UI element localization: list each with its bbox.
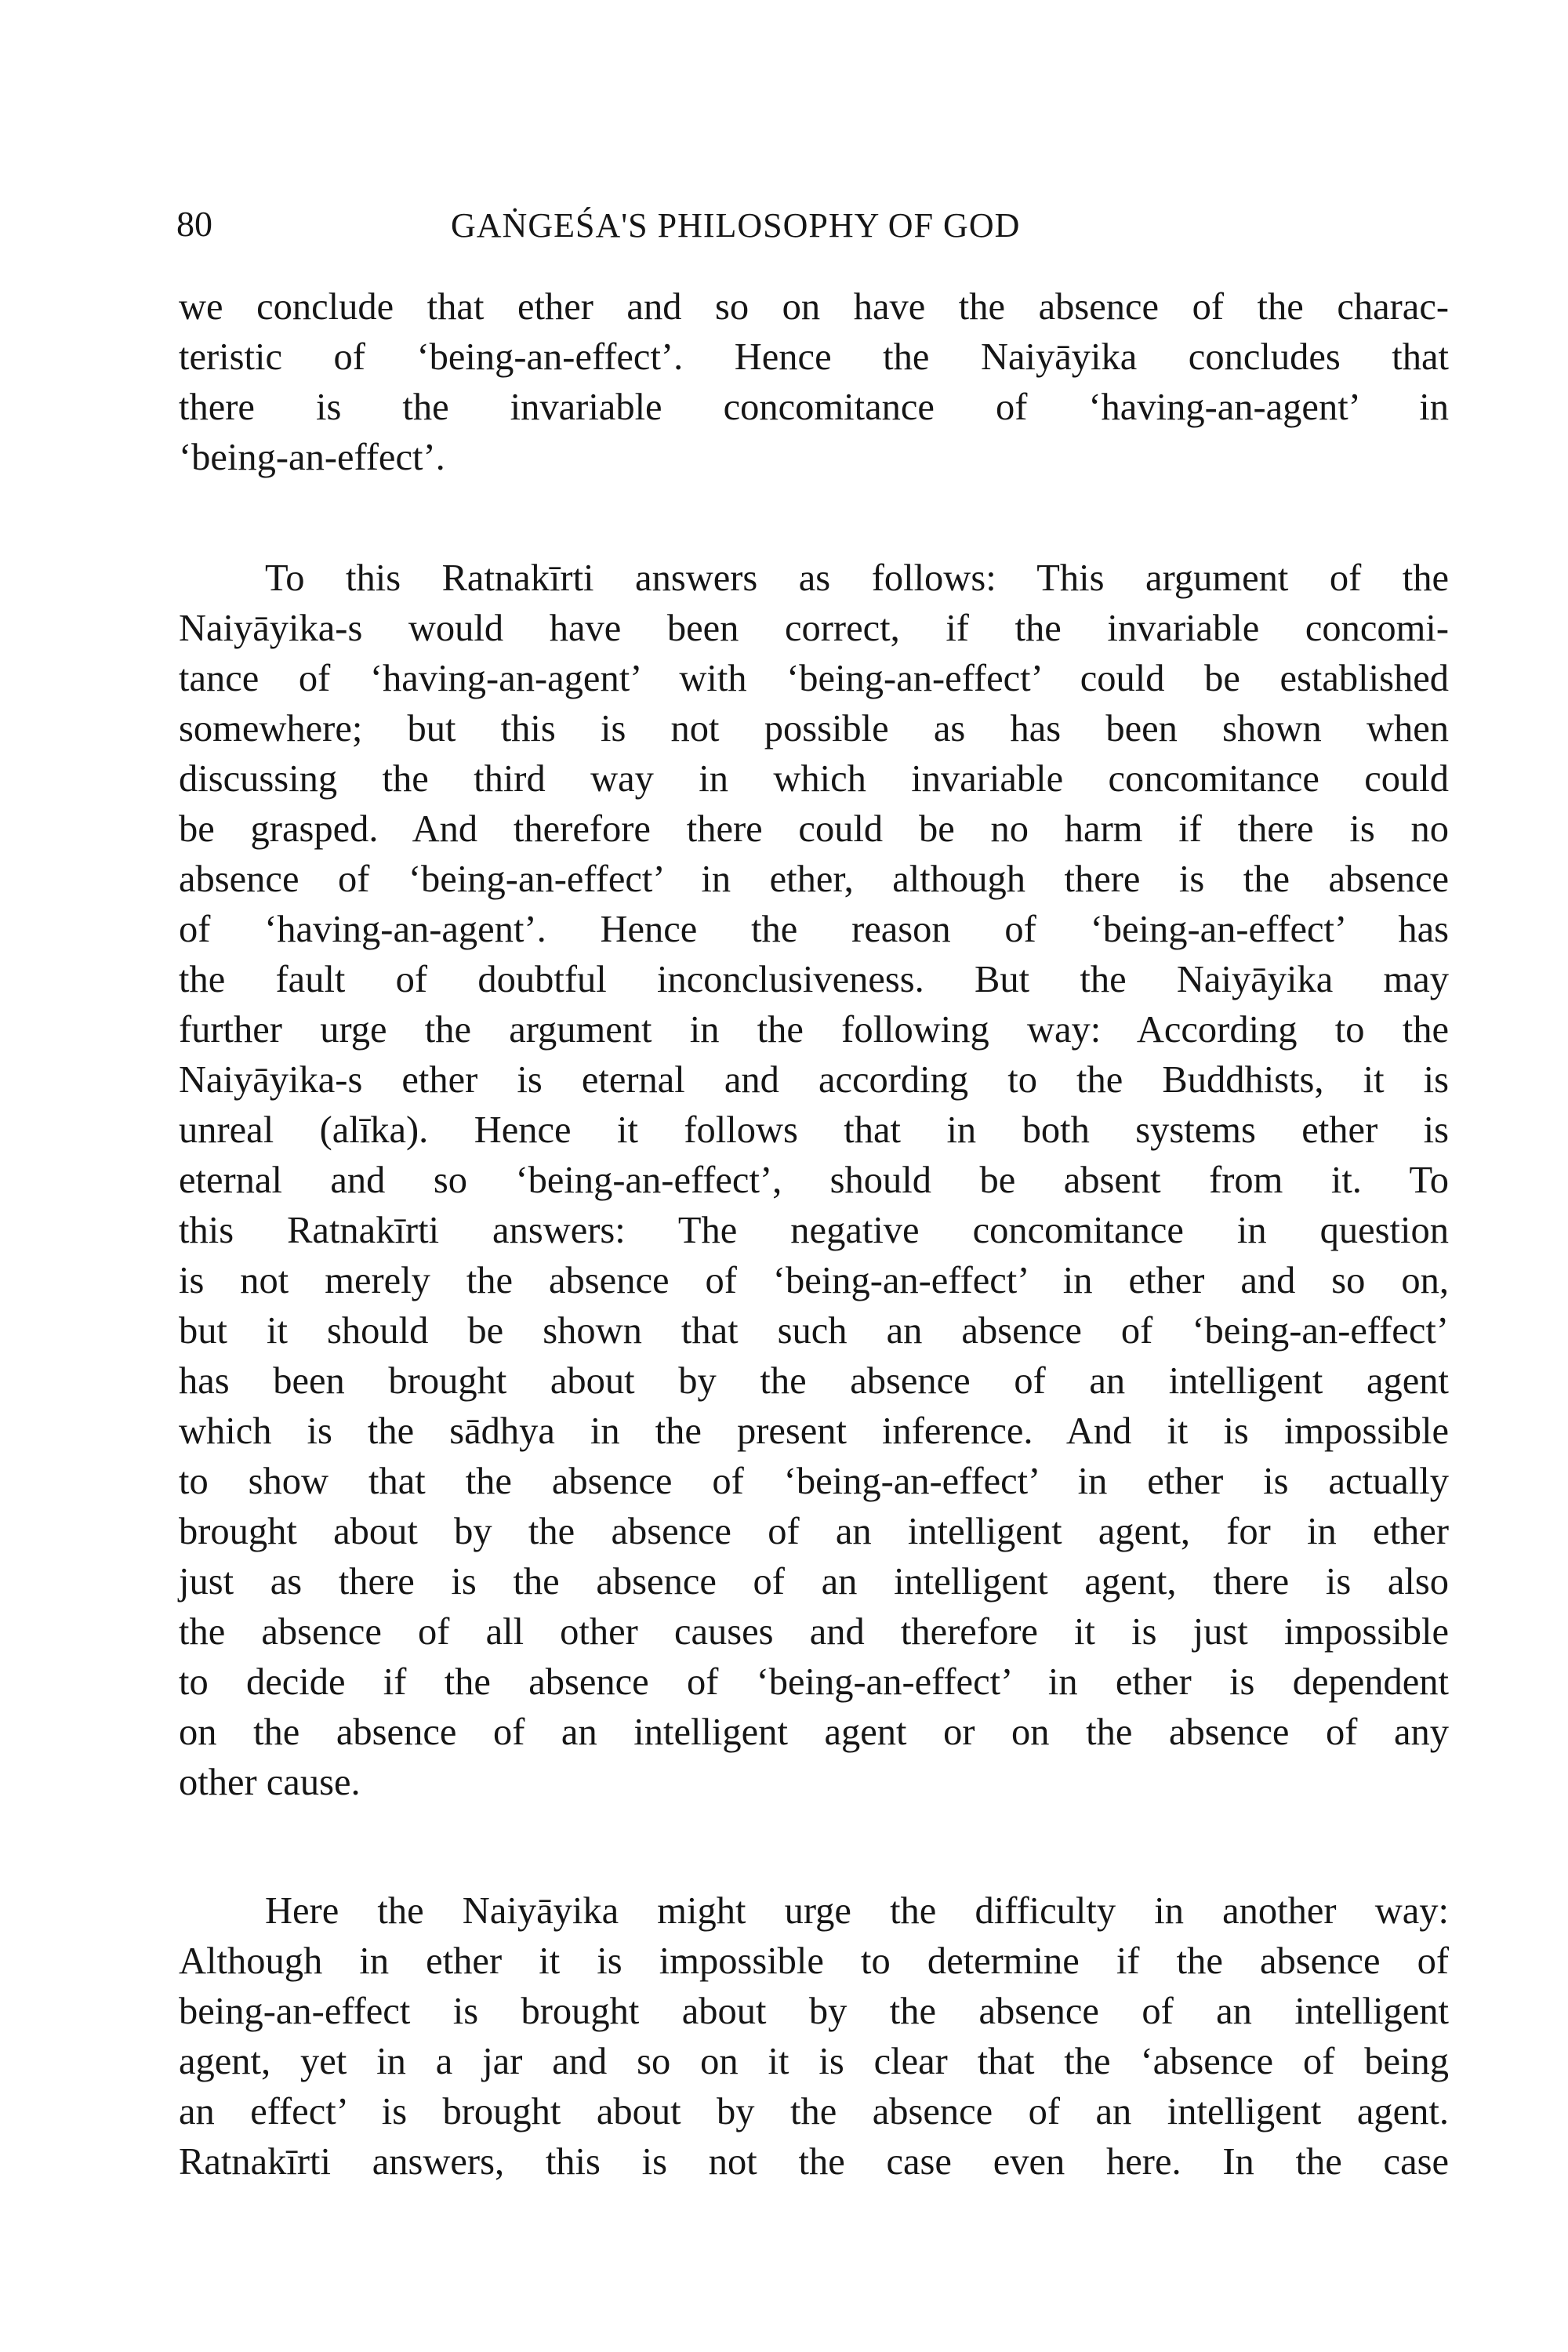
- text-line: there is the invariable concomitance of ‘having-an-agent’ in: [179, 387, 1449, 428]
- text-line: being-an-effect is brought about by the absence of an intelligent: [179, 1991, 1449, 2032]
- text-line: be grasped. And therefore there could be no harm if there is no: [179, 808, 1449, 850]
- text-line: an effect’ is brought about by the absence of an intelligent agent.: [179, 2091, 1449, 2132]
- text-line: this Ratnakīrti answers: The negative concomitance in question: [179, 1210, 1449, 1251]
- paragraph-gap: [179, 483, 1449, 554]
- text-line: Although in ether it is impossible to determine if the absence of: [179, 1940, 1449, 1982]
- text-line: other cause.: [179, 1762, 361, 1803]
- paragraph-gap: [179, 1808, 1449, 1886]
- text-line: just as there is the absence of an intelligent agent, there is also: [179, 1561, 1449, 1602]
- text-line: somewhere; but this is not possible as has been shown when: [179, 708, 1449, 750]
- text-line: Ratnakīrti answers, this is not the case even here. In the case: [179, 2141, 1449, 2183]
- text-line: the fault of doubtful inconclusiveness. But the Naiyāyika may: [179, 959, 1449, 1000]
- text-line: To this Ratnakīrti answers as follows: This argument of the: [265, 557, 1449, 599]
- text-line: agent, yet in a jar and so on it is clear that the ‘absence of being: [179, 2041, 1449, 2082]
- text-line: Here the Naiyāyika might urge the difficulty in another way:: [265, 1890, 1449, 1932]
- text-line: ‘being-an-effect’.: [179, 437, 445, 478]
- text-line: eternal and so ‘being-an-effect’, should be absent from it. To: [179, 1160, 1449, 1201]
- text-line: teristic of ‘being-an-effect’. Hence the Naiyāyika concludes that: [179, 336, 1449, 378]
- text-line: of ‘having-an-agent’. Hence the reason of ‘being-an-effect’ has: [179, 909, 1449, 950]
- text-line: the absence of all other causes and therefore it is just impossible: [179, 1611, 1449, 1653]
- running-head: [176, 202, 1431, 257]
- text-line: on the absence of an intelligent agent or on the absence of any: [179, 1711, 1449, 1753]
- text-line: tance of ‘having-an-agent’ with ‘being-an-effect’ could be established: [179, 658, 1449, 699]
- paragraph-continued: [179, 282, 1449, 483]
- running-title: GAṄGEŚA'S PHILOSOPHY OF GOD: [451, 206, 1021, 245]
- text-line: which is the sādhya in the present inference. And it is impossible: [179, 1410, 1449, 1452]
- text-line: to decide if the absence of ‘being-an-effect’ in ether is dependent: [179, 1661, 1449, 1703]
- text-line: brought about by the absence of an intelligent agent, for in ether: [179, 1511, 1449, 1552]
- text-line: Naiyāyika-s would have been correct, if the invariable concomi-: [179, 608, 1449, 649]
- text-line: we conclude that ether and so on have the absence of the charac-: [179, 286, 1449, 328]
- text-line: to show that the absence of ‘being-an-effect’ in ether is actually: [179, 1461, 1449, 1502]
- text-line: absence of ‘being-an-effect’ in ether, although there is the absence: [179, 858, 1449, 900]
- text-line: but it should be shown that such an absence of ‘being-an-effect’: [179, 1310, 1449, 1352]
- text-line: unreal (alīka). Hence it follows that in both systems ether is: [179, 1109, 1449, 1151]
- text-line: discussing the third way in which invariable concomitance could: [179, 758, 1449, 800]
- text-line: has been brought about by the absence of an intelligent agent: [179, 1360, 1449, 1402]
- text-line: is not merely the absence of ‘being-an-effect’ in ether and so on,: [179, 1260, 1449, 1301]
- body-text: [179, 282, 1449, 2187]
- paragraph-naiyayika-difficulty: [179, 1886, 1449, 2187]
- page-number: 80: [176, 204, 212, 244]
- text-line: Naiyāyika-s ether is eternal and according to the Buddhists, it is: [179, 1059, 1449, 1101]
- paragraph-ratnakirti-answer: [179, 554, 1449, 1808]
- text-line: further urge the argument in the following way: According to the: [179, 1009, 1449, 1051]
